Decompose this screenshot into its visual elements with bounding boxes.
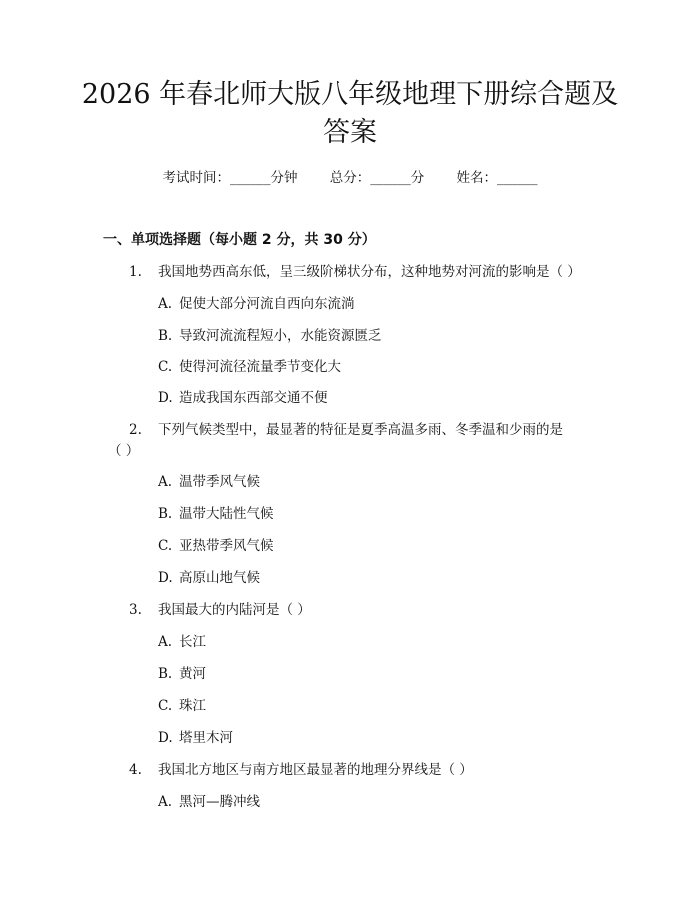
option-letter: D. [158,730,173,746]
exam-time-field: 考试时间：______分钟 [162,170,298,186]
exam-info [0,168,700,188]
question-3-option-d [158,728,233,748]
option-text: 温带大陆性气候 [179,506,274,522]
question-1-option-d [158,388,328,408]
option-text: 黑河—腾冲线 [179,794,260,810]
option-text: 导致河流流程短小，水能资源匮乏 [179,328,382,344]
option-letter: C. [158,698,173,714]
option-text: 塔里木河 [179,730,233,746]
document-title [60,76,640,152]
question-3-option-a [158,632,206,652]
question-2-option-d [158,568,260,588]
option-letter: C. [158,538,173,554]
question-2-option-a [158,472,260,492]
question-2-option-c [158,536,274,556]
option-letter: A. [158,634,173,650]
option-letter: A. [158,474,173,490]
question-2-option-b [158,504,274,524]
question-2-answer-brackets: （ ） [108,443,140,459]
question-number: 2. [129,422,142,438]
question-3-option-b [158,664,206,684]
question-text: 下列气候类型中，最显著的特征是夏季高温多雨、冬季温和少雨的是 [158,422,563,438]
option-letter: B. [158,666,173,682]
question-text: 我国北方地区与南方地区最显著的地理分界线是（ ） [158,762,473,778]
option-letter: D. [158,570,173,586]
option-text: 黄河 [179,666,206,682]
option-letter: D. [158,390,173,406]
option-letter: B. [158,328,173,344]
question-number: 4. [129,762,142,778]
option-letter: A. [158,296,173,312]
option-text: 造成我国东西部交通不便 [179,390,328,406]
total-score-field: 总分：______分 [329,170,425,186]
option-letter: A. [158,794,173,810]
question-1-option-a [158,294,355,314]
option-letter: C. [158,359,173,375]
option-letter: B. [158,506,173,522]
document-title-line-1: 2026 年春北师大版八年级地理下册综合题及 [81,79,619,110]
question-1-option-b [158,326,382,346]
option-text: 珠江 [179,698,206,714]
option-text: 高原山地气候 [179,570,260,586]
option-text: 使得河流径流量季节变化大 [179,359,341,375]
section-heading: 一、单项选择题（每小题 2 分，共 30 分） [103,232,376,248]
student-name-field: 姓名：______ [456,170,538,186]
option-text: 温带季风气候 [179,474,260,490]
question-number: 1. [129,264,142,280]
question-text: 我国地势西高东低，呈三级阶梯状分布，这种地势对河流的影响是（ ） [158,264,581,280]
document-title-line-2: 答案 [323,117,377,148]
question-1-option-c [158,357,341,377]
question-4-option-a [158,792,260,812]
option-text: 长江 [179,634,206,650]
question-text: 我国最大的内陆河是（ ） [158,602,311,618]
option-text: 亚热带季风气候 [179,538,274,554]
option-text: 促使大部分河流自西向东流淌 [179,296,355,312]
question-number: 3. [129,602,142,618]
question-3-option-c [158,696,206,716]
